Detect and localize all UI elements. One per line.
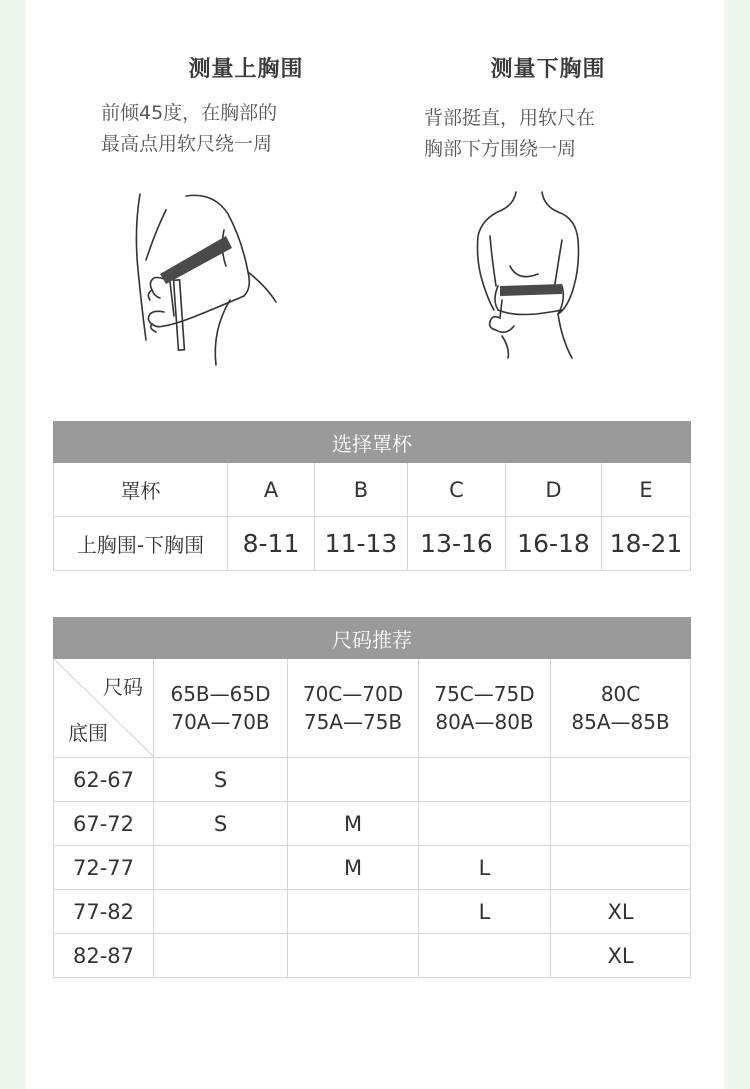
difference-row-label: 上胸围-下胸围 bbox=[54, 517, 228, 571]
cup-cell: E bbox=[602, 463, 691, 517]
size-cell bbox=[419, 934, 551, 978]
cup-table-title: 选择罩杯 bbox=[54, 422, 691, 463]
table-row bbox=[54, 802, 691, 846]
size-cell bbox=[288, 758, 419, 802]
size-cell bbox=[154, 846, 288, 890]
measure-upper-desc-line1: 前倾45度，在胸部的 bbox=[101, 102, 278, 124]
column-line1: 80C bbox=[600, 682, 641, 706]
table-row bbox=[54, 890, 691, 934]
size-cell bbox=[419, 802, 551, 846]
band-cell: 67-72 bbox=[54, 802, 154, 846]
page bbox=[26, 0, 724, 1089]
size-cell bbox=[288, 934, 419, 978]
size-column-header bbox=[154, 659, 288, 758]
cup-header-label: 罩杯 bbox=[54, 463, 228, 517]
size-cell bbox=[154, 934, 288, 978]
difference-cell: 11-13 bbox=[315, 517, 408, 571]
cup-cell: C bbox=[408, 463, 506, 517]
size-cell bbox=[551, 758, 691, 802]
band-cell: 72-77 bbox=[54, 846, 154, 890]
size-cell: M bbox=[288, 802, 419, 846]
measure-lower-desc-line2: 胸部下方围绕一周 bbox=[424, 138, 577, 160]
size-column-header bbox=[288, 659, 419, 758]
band-cell: 82-87 bbox=[54, 934, 154, 978]
size-cell bbox=[551, 846, 691, 890]
table-row bbox=[54, 758, 691, 802]
size-cell: M bbox=[288, 846, 419, 890]
difference-cell: 18-21 bbox=[602, 517, 691, 571]
corner-band-label: 底围 bbox=[68, 721, 108, 745]
cup-difference-row bbox=[54, 517, 691, 571]
size-corner-cell bbox=[54, 659, 154, 758]
column-line2: 85A—85B bbox=[571, 710, 670, 734]
column-line1: 75C—75D bbox=[434, 682, 535, 706]
measure-upper-desc-line2: 最高点用软尺绕一周 bbox=[101, 133, 273, 155]
size-cell: L bbox=[419, 890, 551, 934]
cup-cell: B bbox=[315, 463, 408, 517]
measure-lower-desc-line1: 背部挺直，用软尺在 bbox=[424, 107, 596, 129]
table-row bbox=[54, 934, 691, 978]
measure-lower-title: 测量下胸围 bbox=[490, 57, 606, 82]
measure-upper-title: 测量上胸围 bbox=[188, 57, 304, 82]
size-cell bbox=[154, 890, 288, 934]
difference-cell: 16-18 bbox=[506, 517, 602, 571]
size-column-header bbox=[419, 659, 551, 758]
size-cell bbox=[551, 802, 691, 846]
column-line1: 70C—70D bbox=[302, 682, 404, 706]
size-table-title: 尺码推荐 bbox=[54, 618, 691, 659]
column-line2: 70A—70B bbox=[171, 710, 270, 734]
size-table bbox=[53, 617, 691, 978]
size-cell bbox=[288, 890, 419, 934]
difference-cell: 8-11 bbox=[228, 517, 315, 571]
band-cell: 62-67 bbox=[54, 758, 154, 802]
column-line2: 80A—80B bbox=[435, 710, 534, 734]
measure-lower-desc bbox=[424, 103, 595, 165]
cup-cell: A bbox=[228, 463, 315, 517]
difference-cell: 13-16 bbox=[408, 517, 506, 571]
measure-upper-desc bbox=[101, 98, 277, 160]
band-cell: 77-82 bbox=[54, 890, 154, 934]
size-cell: S bbox=[154, 758, 288, 802]
size-header-row bbox=[54, 659, 691, 758]
cup-header-row bbox=[54, 463, 691, 517]
table-row bbox=[54, 846, 691, 890]
corner-size-label: 尺码 bbox=[103, 675, 143, 699]
size-cell: L bbox=[419, 846, 551, 890]
size-cell: S bbox=[154, 802, 288, 846]
lower-bust-illustration bbox=[462, 190, 592, 365]
column-line2: 75A—75B bbox=[303, 710, 403, 734]
size-cell: XL bbox=[551, 934, 691, 978]
upper-bust-illustration bbox=[116, 190, 286, 375]
cup-table bbox=[53, 421, 691, 571]
size-cell: XL bbox=[551, 890, 691, 934]
size-column-header bbox=[551, 659, 691, 758]
cup-cell: D bbox=[506, 463, 602, 517]
column-line1: 65B—65D bbox=[170, 682, 271, 706]
size-cell bbox=[419, 758, 551, 802]
